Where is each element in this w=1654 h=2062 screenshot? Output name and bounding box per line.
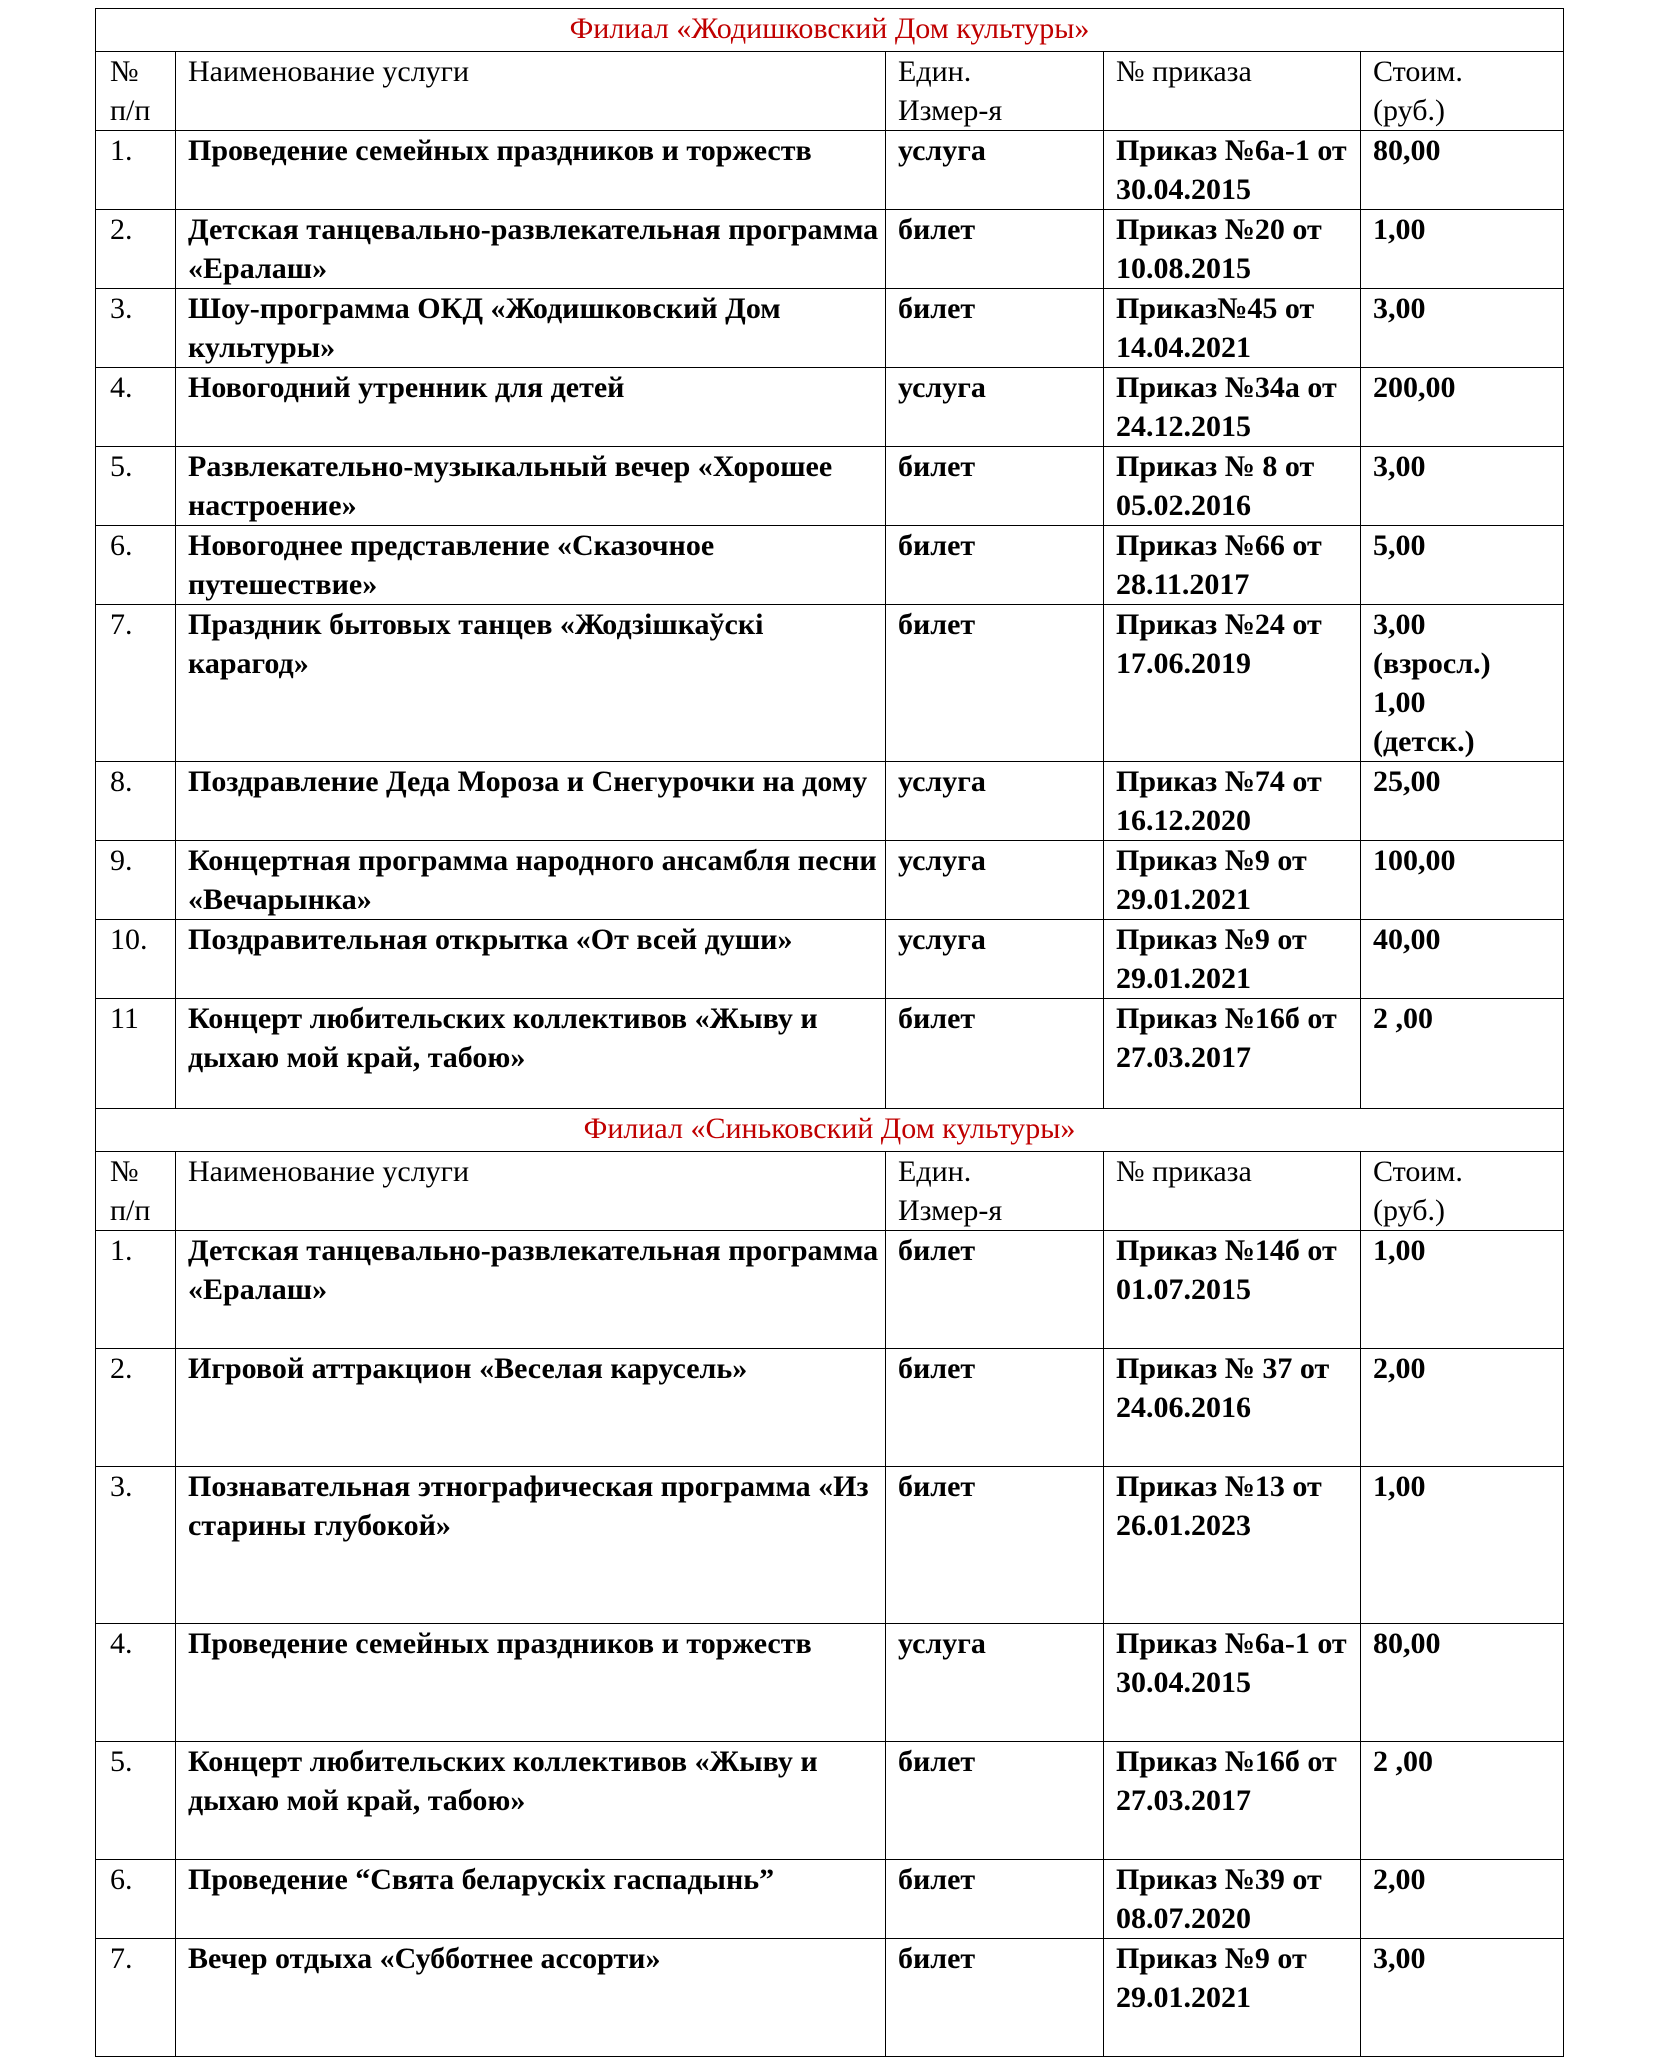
row-service-name: Вечер отдыха «Субботнее ассорти» xyxy=(176,1939,886,2057)
header-name: Наименование услуги xyxy=(176,1152,886,1231)
row-num: 5. xyxy=(96,1742,176,1860)
row-service-name: Детская танцевально-развлекательная программа «Ералаш» xyxy=(176,1231,886,1349)
row-unit: билет xyxy=(886,210,1104,289)
row-service-name: Концерт любительских коллективов «Жыву и дыхаю мой край, табою» xyxy=(176,1742,886,1860)
row-price: 1,00 xyxy=(1361,1231,1564,1349)
row-service-name: Развлекательно-музыкальный вечер «Хорошее настроение» xyxy=(176,447,886,526)
row-price: 3,00 xyxy=(1361,1939,1564,2057)
row-service-name: Детская танцевально-развлекательная программа «Ералаш» xyxy=(176,210,886,289)
row-num: 10. xyxy=(96,920,176,999)
row-unit: билет xyxy=(886,289,1104,368)
header-name: Наименование услуги xyxy=(176,52,886,131)
row-order: Приказ № 37 от 24.06.2016 xyxy=(1104,1349,1361,1467)
header-price: Стоим. (руб.) xyxy=(1361,52,1564,131)
row-service-name: Поздравление Деда Мороза и Снегурочки на дому xyxy=(176,762,886,841)
table-row xyxy=(96,841,1564,920)
row-price: 2,00 xyxy=(1361,1860,1564,1939)
section-title: Филиал «Жодишковский Дом культуры» xyxy=(96,9,1564,52)
row-num: 8. xyxy=(96,762,176,841)
row-price: 5,00 xyxy=(1361,526,1564,605)
row-unit: услуга xyxy=(886,762,1104,841)
table-row xyxy=(96,447,1564,526)
row-num: 2. xyxy=(96,210,176,289)
table-row xyxy=(96,920,1564,999)
row-order: Приказ №34а от 24.12.2015 xyxy=(1104,368,1361,447)
row-unit: билет xyxy=(886,1349,1104,1467)
row-order: Приказ №9 от 29.01.2021 xyxy=(1104,1939,1361,2057)
table-row xyxy=(96,1349,1564,1467)
row-order: Приказ №9 от 29.01.2021 xyxy=(1104,920,1361,999)
table-row xyxy=(96,210,1564,289)
row-num: 5. xyxy=(96,447,176,526)
table-header-row xyxy=(96,1152,1564,1231)
row-order: Приказ №39 от 08.07.2020 xyxy=(1104,1860,1361,1939)
row-service-name: Праздник бытовых танцев «Жодзішкаўскі карагод» xyxy=(176,605,886,762)
row-price: 200,00 xyxy=(1361,368,1564,447)
row-service-name: Проведение семейных праздников и торжеств xyxy=(176,131,886,210)
row-order: Приказ №20 от 10.08.2015 xyxy=(1104,210,1361,289)
row-order: Приказ №13 от 26.01.2023 xyxy=(1104,1467,1361,1624)
row-num: 3. xyxy=(96,289,176,368)
row-price: 25,00 xyxy=(1361,762,1564,841)
header-num: № п/п xyxy=(96,52,176,131)
row-order: Приказ №24 от 17.06.2019 xyxy=(1104,605,1361,762)
row-num: 1. xyxy=(96,131,176,210)
row-service-name: Концерт любительских коллективов «Жыву и дыхаю мой край, табою» xyxy=(176,999,886,1109)
row-price: 2 ,00 xyxy=(1361,1742,1564,1860)
table-row xyxy=(96,605,1564,762)
table-row xyxy=(96,1467,1564,1624)
row-unit: услуга xyxy=(886,1624,1104,1742)
row-num: 2. xyxy=(96,1349,176,1467)
table-header-row xyxy=(96,52,1564,131)
row-num: 11 xyxy=(96,999,176,1109)
row-unit: услуга xyxy=(886,368,1104,447)
row-unit: билет xyxy=(886,1231,1104,1349)
row-price: 80,00 xyxy=(1361,131,1564,210)
row-unit: услуга xyxy=(886,131,1104,210)
row-unit: билет xyxy=(886,526,1104,605)
row-num: 7. xyxy=(96,605,176,762)
header-num: № п/п xyxy=(96,1152,176,1231)
row-unit: билет xyxy=(886,1860,1104,1939)
row-order: Приказ №9 от 29.01.2021 xyxy=(1104,841,1361,920)
row-order: Приказ №14б от 01.07.2015 xyxy=(1104,1231,1361,1349)
row-num: 7. xyxy=(96,1939,176,2057)
row-price: 3,00 (взросл.) 1,00 (детск.) xyxy=(1361,605,1564,762)
table-row xyxy=(96,1742,1564,1860)
section-title-row xyxy=(96,9,1564,52)
header-order: № приказа xyxy=(1104,1152,1361,1231)
header-unit: Един. Измер-я xyxy=(886,52,1104,131)
row-order: Приказ № 8 от 05.02.2016 xyxy=(1104,447,1361,526)
row-service-name: Познавательная этнографическая программа «Из старины глубокой» xyxy=(176,1467,886,1624)
section-title-row xyxy=(96,1109,1564,1152)
row-num: 6. xyxy=(96,1860,176,1939)
row-price: 1,00 xyxy=(1361,210,1564,289)
table-row xyxy=(96,1231,1564,1349)
table-row xyxy=(96,1939,1564,2057)
row-num: 3. xyxy=(96,1467,176,1624)
row-num: 4. xyxy=(96,1624,176,1742)
services-table xyxy=(95,8,1564,2057)
header-unit: Един. Измер-я xyxy=(886,1152,1104,1231)
row-unit: услуга xyxy=(886,841,1104,920)
row-service-name: Концертная программа народного ансамбля песни «Вечарынка» xyxy=(176,841,886,920)
row-order: Приказ №16б от 27.03.2017 xyxy=(1104,999,1361,1109)
header-order: № приказа xyxy=(1104,52,1361,131)
table-row xyxy=(96,1624,1564,1742)
table-row xyxy=(96,1860,1564,1939)
row-service-name: Игровой аттракцион «Веселая карусель» xyxy=(176,1349,886,1467)
row-order: Приказ №16б от 27.03.2017 xyxy=(1104,1742,1361,1860)
row-order: Приказ №6а-1 от 30.04.2015 xyxy=(1104,1624,1361,1742)
row-unit: билет xyxy=(886,1939,1104,2057)
row-price: 2 ,00 xyxy=(1361,999,1564,1109)
header-price: Стоим. (руб.) xyxy=(1361,1152,1564,1231)
table-row xyxy=(96,131,1564,210)
row-num: 6. xyxy=(96,526,176,605)
row-unit: билет xyxy=(886,999,1104,1109)
row-order: Приказ №66 от 28.11.2017 xyxy=(1104,526,1361,605)
table-row xyxy=(96,368,1564,447)
row-order: Приказ№45 от 14.04.2021 xyxy=(1104,289,1361,368)
row-service-name: Проведение семейных праздников и торжеств xyxy=(176,1624,886,1742)
row-order: Приказ №74 от 16.12.2020 xyxy=(1104,762,1361,841)
row-unit: билет xyxy=(886,447,1104,526)
row-unit: билет xyxy=(886,605,1104,762)
table-row xyxy=(96,762,1564,841)
row-num: 9. xyxy=(96,841,176,920)
row-service-name: Шоу-программа ОКД «Жодишковский Дом культуры» xyxy=(176,289,886,368)
row-price: 3,00 xyxy=(1361,447,1564,526)
row-price: 3,00 xyxy=(1361,289,1564,368)
row-unit: услуга xyxy=(886,920,1104,999)
row-unit: билет xyxy=(886,1467,1104,1624)
table-row xyxy=(96,999,1564,1109)
row-order: Приказ №6а-1 от 30.04.2015 xyxy=(1104,131,1361,210)
table-row xyxy=(96,526,1564,605)
row-num: 4. xyxy=(96,368,176,447)
row-service-name: Новогодний утренник для детей xyxy=(176,368,886,447)
section-title: Филиал «Синьковский Дом культуры» xyxy=(96,1109,1564,1152)
row-price: 80,00 xyxy=(1361,1624,1564,1742)
row-price: 1,00 xyxy=(1361,1467,1564,1624)
row-num: 1. xyxy=(96,1231,176,1349)
table-row xyxy=(96,289,1564,368)
row-service-name: Проведение “Свята беларускіх гаспадынь” xyxy=(176,1860,886,1939)
row-price: 100,00 xyxy=(1361,841,1564,920)
row-price: 2,00 xyxy=(1361,1349,1564,1467)
row-price: 40,00 xyxy=(1361,920,1564,999)
row-service-name: Поздравительная открытка «От всей души» xyxy=(176,920,886,999)
row-service-name: Новогоднее представление «Сказочное путешествие» xyxy=(176,526,886,605)
row-unit: билет xyxy=(886,1742,1104,1860)
